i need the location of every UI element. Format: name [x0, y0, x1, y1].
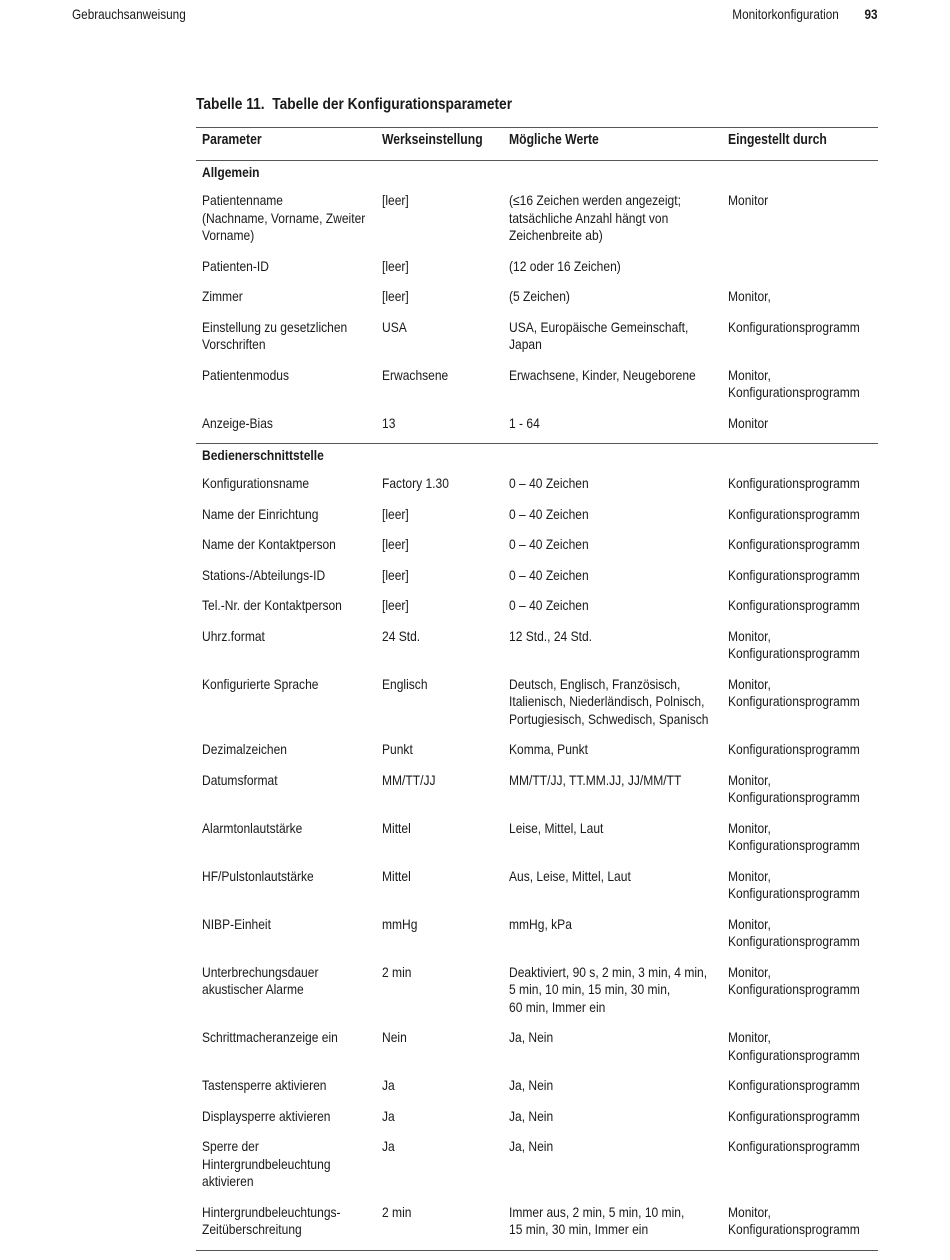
table-cell: Ja — [382, 1138, 395, 1154]
table-cell: Displaysperre aktivieren — [202, 1107, 331, 1124]
table-cell: 0 – 40 Zeichen — [509, 505, 589, 522]
table-header-row — [196, 128, 878, 161]
table-cell: Dezimalzeichen — [202, 741, 287, 757]
table-row — [196, 914, 878, 962]
table-cell: Ja — [382, 1077, 395, 1093]
table-row — [196, 595, 878, 626]
table-row — [196, 818, 878, 866]
configuration-parameter-table — [196, 127, 878, 1251]
column-header: Werkseinstellung — [382, 132, 483, 148]
table-cell: Komma, Punkt — [509, 741, 588, 757]
table-cell: Konfigurationsprogramm — [728, 741, 860, 757]
running-header-right — [712, 6, 878, 22]
table-cell: Factory 1.30 — [382, 475, 449, 491]
table-cell: Monitor, Konfigurationsprogramm — [728, 963, 860, 997]
table-cell: [leer] — [382, 505, 409, 522]
table-cell: Tel.-Nr. der Kontaktperson — [202, 597, 342, 613]
table-cell: Hintergrundbeleuchtungs- Zeitüberschreitung — [196, 1202, 376, 1251]
table-cell: Konfigurationsprogramm — [728, 1077, 860, 1093]
page-number: 93 — [864, 6, 878, 22]
table-cell: Nein — [382, 1029, 407, 1045]
table-cell: Uhrz.format — [202, 627, 265, 644]
table-cell: Patienten-ID — [202, 257, 269, 274]
table-cell: (5 Zeichen) — [509, 288, 570, 304]
section-title: Allgemein — [202, 164, 260, 180]
table-cell: [leer] — [382, 597, 409, 613]
table-cell: Konfigurationsprogramm — [728, 475, 860, 491]
table-row — [196, 413, 878, 444]
table-cell: Unterbrechungsdauer akustischer Alarme — [202, 963, 319, 997]
table-cell: Konfigurationsprogramm — [728, 318, 860, 335]
table-cell: Schrittmacheranzeige ein — [202, 1029, 338, 1045]
table-row — [196, 626, 878, 674]
column-header: Parameter — [202, 132, 262, 148]
table-cell: Monitor, Konfigurationsprogramm — [728, 627, 860, 661]
table-cell: Konfigurierte Sprache — [202, 675, 319, 692]
table-cell: Monitor, Konfigurationsprogramm — [722, 1202, 878, 1251]
section-title: Bedienerschnittstelle — [196, 444, 878, 474]
table-cell: Leise, Mittel, Laut — [509, 819, 604, 836]
table-cell: 2 min — [382, 963, 412, 980]
table-cell: Anzeige-Bias — [202, 414, 273, 431]
table-row — [196, 770, 878, 818]
table-row — [196, 565, 878, 596]
table-row — [196, 1136, 878, 1202]
table-row — [196, 1202, 878, 1251]
section-row — [196, 161, 878, 191]
table-cell: Sperre der Hintergrundbeleuchtung aktivieren — [202, 1138, 331, 1189]
table-row — [196, 286, 878, 317]
table-row — [196, 1075, 878, 1106]
table-cell: 2 min — [376, 1202, 503, 1251]
table-body — [196, 161, 878, 1251]
table-cell: 13 — [382, 414, 396, 431]
table-cell: MM/TT/JJ, TT.MM.JJ, JJ/MM/TT — [509, 771, 682, 788]
table-cell: Zimmer — [202, 288, 243, 304]
table-cell: Erwachsene, Kinder, Neugeborene — [509, 366, 696, 383]
table-cell: Monitor, Konfigurationsprogramm — [728, 366, 860, 400]
table-cell: Konfigurationsname — [202, 475, 310, 491]
table-cell: [leer] — [382, 192, 409, 208]
table-row — [196, 190, 878, 256]
table-cell — [722, 256, 878, 287]
table-cell: Mittel — [382, 819, 411, 836]
table-cell: Tastensperre aktivieren — [202, 1077, 327, 1093]
table-cell: Immer aus, 2 min, 5 min, 10 min, 15 min, 30 min, Immer ein — [503, 1202, 722, 1251]
table-cell: Monitor — [728, 192, 769, 208]
table-cell: Name der Kontaktperson — [202, 536, 336, 552]
table-cell: Monitor, Konfigurationsprogramm — [728, 915, 860, 949]
table-cell: [leer] — [382, 257, 409, 274]
table-cell: MM/TT/JJ — [382, 771, 436, 788]
table-cell: Einstellung zu gesetzlichen Vorschriften — [202, 318, 348, 352]
table-cell: Alarmtonlautstärke — [202, 819, 303, 836]
table-cell: (12 oder 16 Zeichen) — [509, 257, 621, 274]
table-cell: USA, Europäische Gemeinschaft, Japan — [509, 318, 689, 352]
table-cell: Ja, Nein — [509, 1107, 554, 1124]
table-cell: 12 Std., 24 Std. — [509, 627, 593, 644]
table-cell: USA — [382, 318, 407, 335]
table-cell: Konfigurationsprogramm — [728, 1107, 860, 1124]
table-row — [196, 962, 878, 1028]
table-cell: mmHg, kPa — [509, 915, 572, 932]
table-cell: Monitor, Konfigurationsprogramm — [728, 819, 860, 853]
table-caption: Tabelle 11. Tabelle der Konfigurationsparameter — [196, 96, 513, 113]
table-row — [196, 256, 878, 287]
table-cell: Punkt — [382, 741, 413, 757]
table-cell: Deutsch, Englisch, Französisch, Italienisch, Niederländisch, Polnisch, Portugiesisch, Schwedisch, Spanisch — [509, 675, 709, 727]
column-header: Eingestellt durch — [728, 132, 827, 148]
table-cell: Monitor — [728, 414, 769, 431]
table-cell: Deaktiviert, 90 s, 2 min, 3 min, 4 min, 5 min, 10 min, 15 min, 30 min, 60 min, Immer ein — [509, 963, 708, 1015]
table-cell: Konfigurationsprogramm — [728, 597, 860, 613]
table-cell: Mittel — [382, 867, 411, 884]
table-cell: Monitor, Konfigurationsprogramm — [728, 867, 860, 901]
table-row — [196, 534, 878, 565]
table-row — [196, 1027, 878, 1075]
table-row — [196, 473, 878, 504]
table-row — [196, 1106, 878, 1137]
table-cell: 0 – 40 Zeichen — [509, 566, 589, 583]
table-row — [196, 739, 878, 770]
table-row — [196, 317, 878, 365]
section-row — [196, 444, 878, 474]
table-cell: [leer] — [382, 536, 409, 552]
table-cell: HF/Pulstonlautstärke — [202, 867, 314, 884]
table-cell: 0 – 40 Zeichen — [509, 475, 589, 491]
table-row — [196, 674, 878, 740]
table-cell: [leer] — [382, 566, 409, 583]
table-cell: Englisch — [382, 675, 428, 692]
table-cell: Stations-/Abteilungs-ID — [202, 566, 326, 583]
table-cell: Monitor, — [728, 288, 771, 304]
table-cell: 1 - 64 — [509, 414, 540, 431]
table-cell: Konfigurationsprogramm — [728, 505, 860, 522]
column-header: Mögliche Werte — [509, 132, 599, 148]
table-cell: Aus, Leise, Mittel, Laut — [509, 867, 631, 884]
table-cell: Ja, Nein — [509, 1138, 554, 1154]
table-cell: Ja — [382, 1107, 395, 1124]
table-cell: Erwachsene — [382, 366, 449, 383]
table-cell: (≤16 Zeichen werden angezeigt; tatsächliche Anzahl hängt von Zeichenbreite ab) — [509, 192, 681, 243]
table-cell: Datumsformat — [202, 771, 278, 788]
table-cell: Ja, Nein — [509, 1077, 554, 1093]
table-cell: mmHg — [382, 915, 418, 932]
table-cell: Patientenmodus — [202, 366, 290, 383]
table-row — [196, 504, 878, 535]
table-cell: Patientenname (Nachname, Vorname, Zweiter Vorname) — [202, 192, 366, 243]
running-header-title: Gebrauchsanweisung — [72, 6, 186, 22]
table-row — [196, 365, 878, 413]
table-cell: 0 – 40 Zeichen — [509, 536, 589, 552]
table-cell: Konfigurationsprogramm — [728, 566, 860, 583]
table-row — [196, 866, 878, 914]
table-cell: Konfigurationsprogramm — [728, 1138, 860, 1154]
table-cell: Konfigurationsprogramm — [728, 536, 860, 552]
table-cell: 24 Std. — [382, 627, 421, 644]
table-cell: Name der Einrichtung — [202, 505, 319, 522]
table-cell: [leer] — [382, 288, 409, 304]
table-cell: Monitor, Konfigurationsprogramm — [728, 771, 860, 805]
running-header-section: Monitorkonfiguration — [731, 6, 839, 22]
table-cell: NIBP-Einheit — [202, 915, 271, 932]
table-cell: Monitor, Konfigurationsprogramm — [728, 1029, 860, 1063]
table-cell: Ja, Nein — [509, 1029, 554, 1045]
table-cell: 0 – 40 Zeichen — [509, 597, 589, 613]
table-cell: Monitor, Konfigurationsprogramm — [728, 675, 860, 709]
